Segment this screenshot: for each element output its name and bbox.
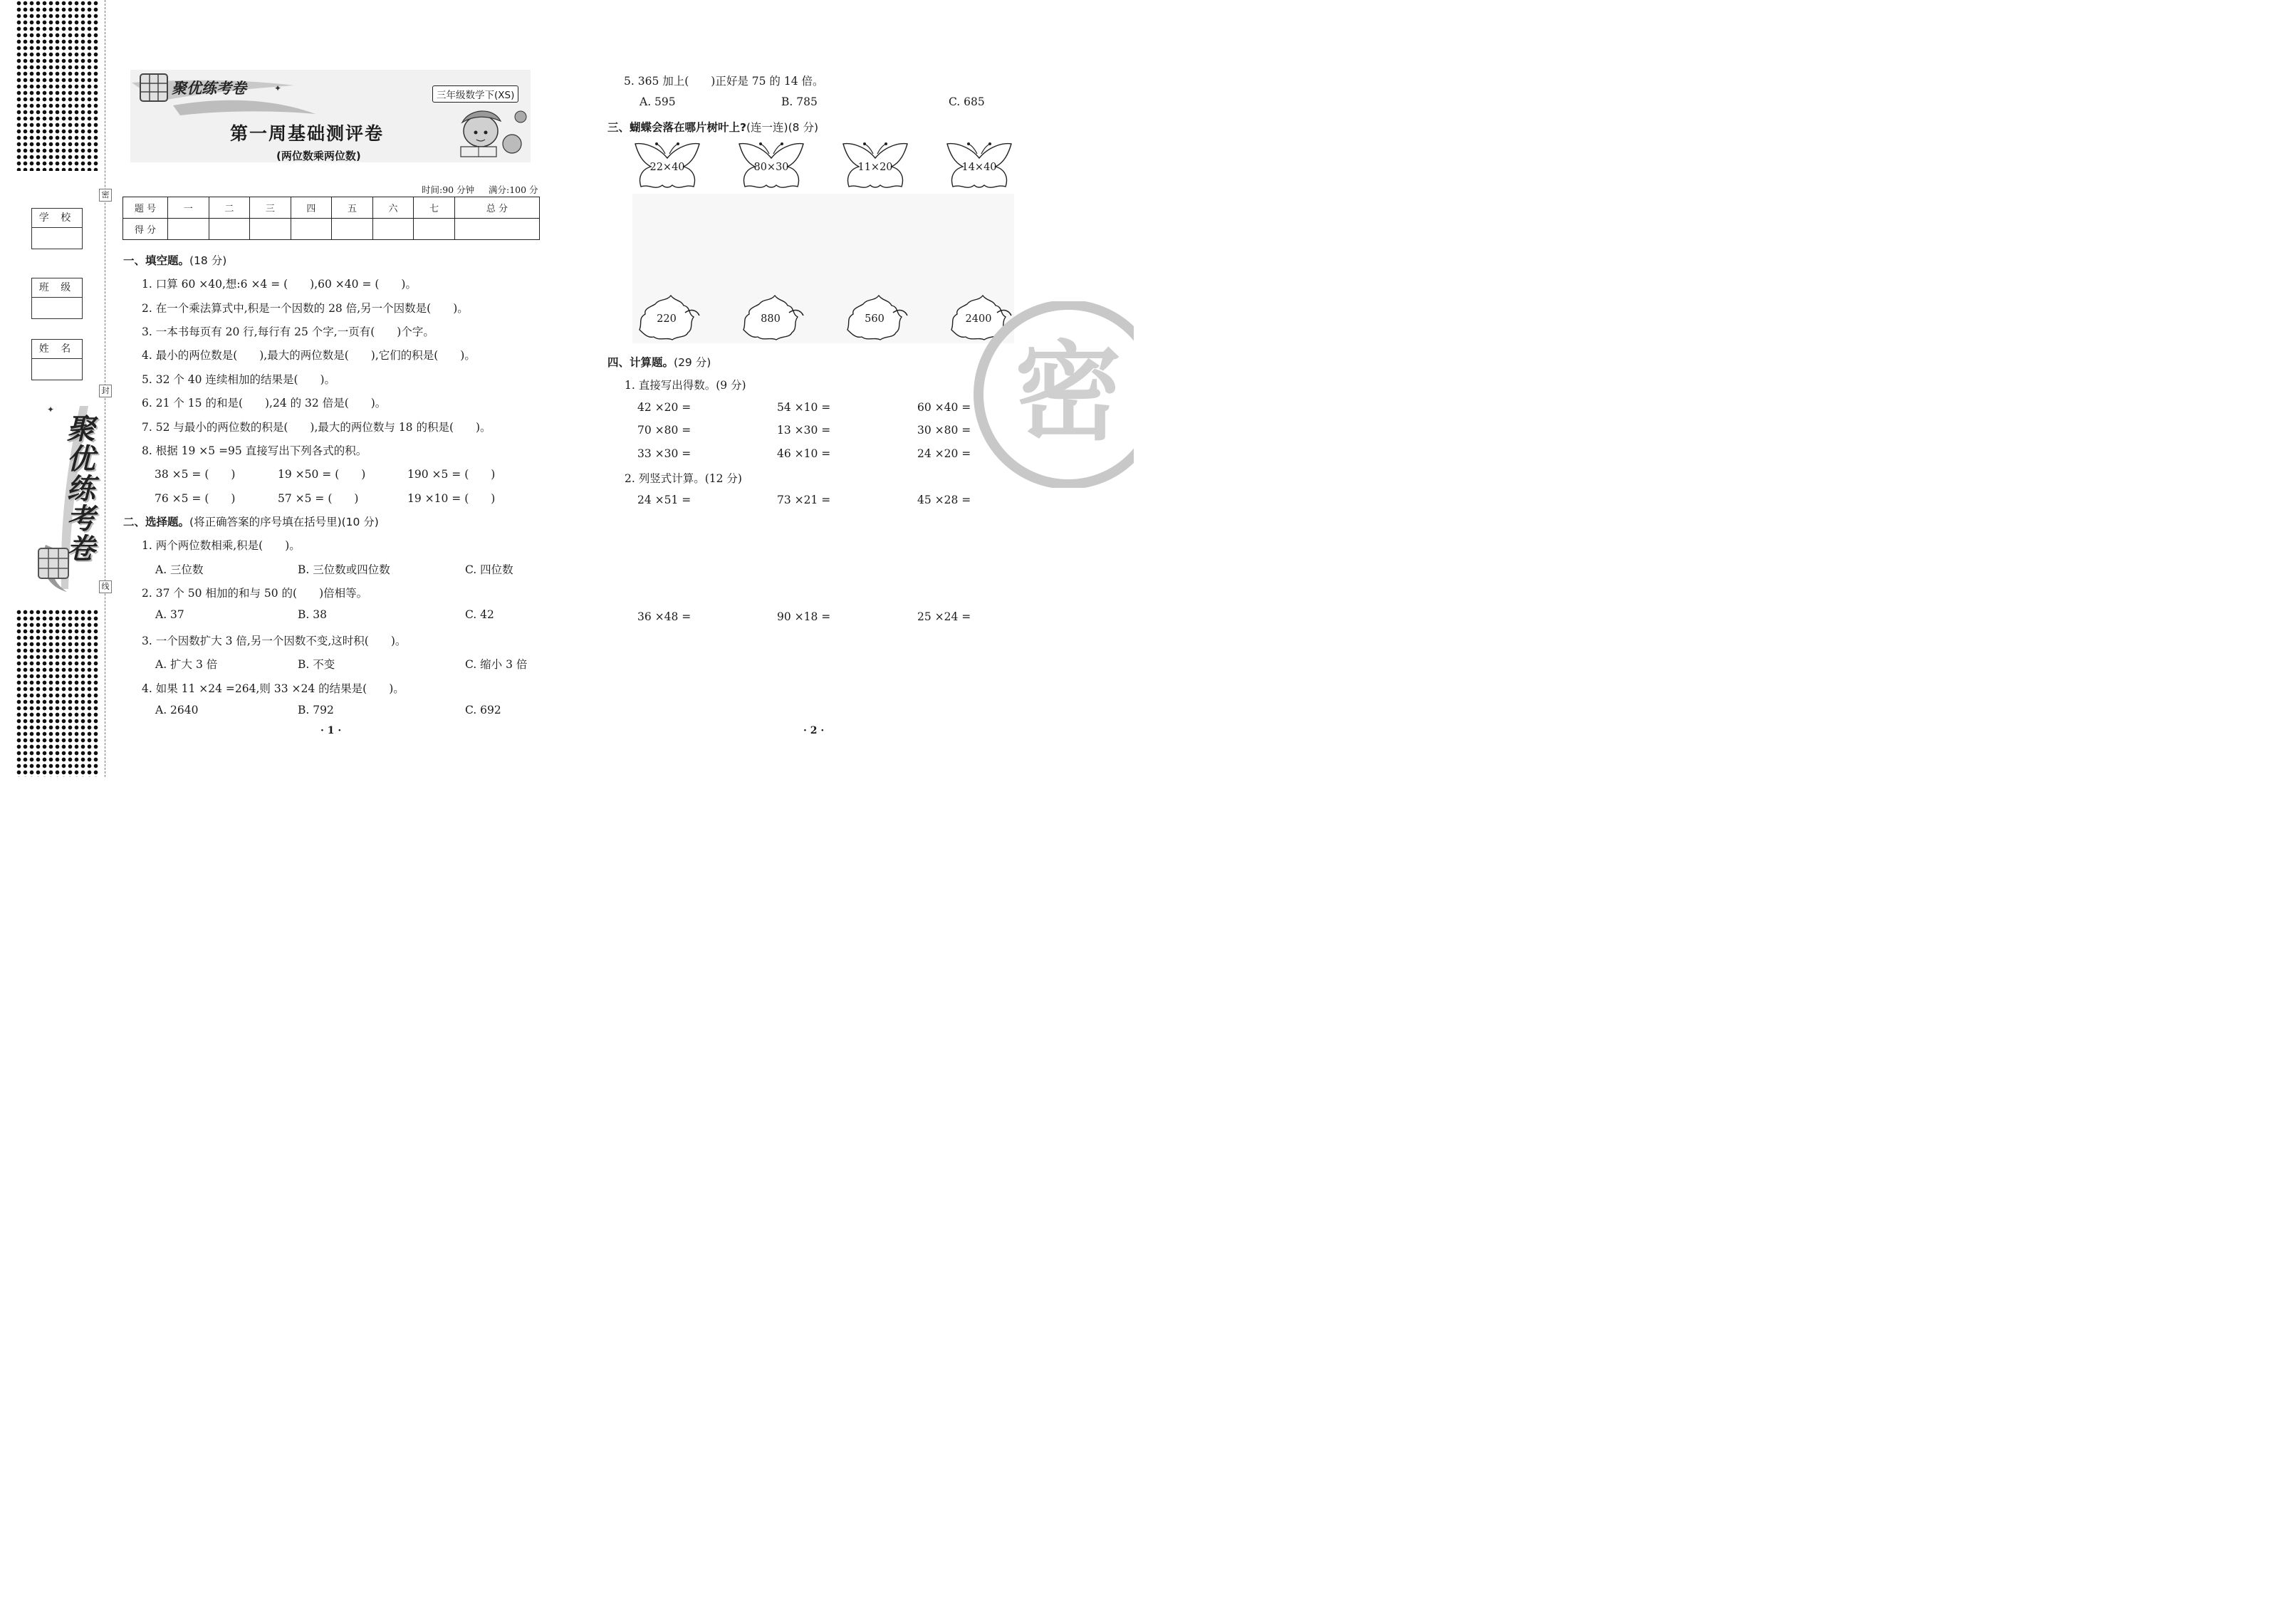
seal-char-feng: 封 xyxy=(99,385,112,397)
score-cell[interactable] xyxy=(454,219,539,240)
fill-question-1: 1. 口算 60 ×40,想:6 ×4 = ( ),60 ×40 = ( )。 xyxy=(142,278,417,291)
butterfly-card[interactable] xyxy=(736,141,806,191)
vertical-calc-item: 73 ×21 = xyxy=(777,494,831,506)
score-row-label: 得 分 xyxy=(123,219,168,240)
side-brand xyxy=(17,402,103,595)
sub-question: 190 ×5 = ( ) xyxy=(407,468,496,481)
section1-score: (18 分) xyxy=(189,254,227,267)
butterfly-label: 80×30 xyxy=(753,162,789,173)
choice-question-3: 3. 一个因数扩大 3 倍,另一个因数不变,这时积( )。 xyxy=(142,635,407,647)
choice-option-c[interactable]: C. 42 xyxy=(465,608,494,621)
seal-char-xian: 线 xyxy=(99,580,112,593)
score-cell[interactable] xyxy=(332,219,373,240)
score-header-cell: 一 xyxy=(168,197,209,219)
svg-text:✦: ✦ xyxy=(274,83,282,93)
stamp-char: 密 xyxy=(1014,331,1122,455)
calc-part2-title: 2. 列竖式计算。(12 分) xyxy=(625,472,742,485)
choice-question-1: 1. 两个两位数相乘,积是( )。 xyxy=(142,539,301,552)
choice-option-c[interactable]: C. 685 xyxy=(949,95,985,108)
grade-badge: 三年级数学下(XS) xyxy=(432,85,518,103)
section1-heading xyxy=(123,252,226,268)
name-field[interactable] xyxy=(31,339,83,380)
section4-heading xyxy=(607,354,711,370)
section3-heading xyxy=(607,119,818,135)
section1-title: 一、填空题。 xyxy=(123,254,190,267)
section4-score: (29 分) xyxy=(674,356,711,369)
leaf-card[interactable] xyxy=(739,294,805,344)
score-header-cell: 三 xyxy=(250,197,291,219)
girl-reading-illustration xyxy=(452,104,531,161)
section3-score: (8 分) xyxy=(788,121,818,134)
choice-option-b[interactable]: B. 38 xyxy=(298,608,327,621)
fill-question-6: 6. 21 个 15 的和是( ),24 的 32 倍是( )。 xyxy=(142,397,387,410)
choice-option-a[interactable]: A. 595 xyxy=(640,95,676,108)
paper-title: 第一周基础测评卷 xyxy=(230,123,385,144)
page-number-right: · 2 · xyxy=(803,725,825,736)
seal-char-mi: 密 xyxy=(99,189,112,202)
fill-question-7: 7. 52 与最小的两位数的积是( ),最大的两位数与 18 的积是( )。 xyxy=(142,421,491,434)
butterfly-card[interactable] xyxy=(632,141,702,191)
secret-stamp xyxy=(970,301,1134,488)
paper-header xyxy=(130,70,531,162)
stamp-ring-icon xyxy=(970,301,1134,488)
exam-time: 时间:90 分钟 xyxy=(422,184,475,195)
direct-calc-item: 13 ×30 = xyxy=(777,424,831,437)
sub-question: 57 ×5 = ( ) xyxy=(278,492,359,505)
butterfly-label: 22×40 xyxy=(649,162,685,173)
name-input[interactable] xyxy=(32,359,82,380)
choice-option-c[interactable]: C. 四位数 xyxy=(465,563,513,576)
direct-calc-item: 60 ×40 = xyxy=(917,401,971,414)
choice-option-c[interactable]: C. 692 xyxy=(465,704,501,716)
direct-calc-item: 54 ×10 = xyxy=(777,401,831,414)
score-header-cell: 四 xyxy=(291,197,332,219)
choice-question-5: 5. 365 加上( )正好是 75 的 14 倍。 xyxy=(624,75,824,88)
score-cell[interactable] xyxy=(372,219,414,240)
direct-calc-item: 46 ×10 = xyxy=(777,447,831,460)
score-cell[interactable] xyxy=(250,219,291,240)
vertical-calc-item: 45 ×28 = xyxy=(917,494,971,506)
butterfly-card[interactable] xyxy=(944,141,1014,191)
fill-question-8: 8. 根据 19 ×5 =95 直接写出下列各式的积。 xyxy=(142,444,367,457)
score-cell[interactable] xyxy=(209,219,250,240)
sub-question: 38 ×5 = ( ) xyxy=(155,468,236,481)
leaf-label: 220 xyxy=(657,313,677,325)
name-label: 姓 名 xyxy=(32,340,82,359)
leaf-label: 560 xyxy=(865,313,885,325)
choice-option-a[interactable]: A. 2640 xyxy=(155,704,199,716)
choice-option-b[interactable]: B. 三位数或四位数 xyxy=(298,563,390,576)
fill-question-3: 3. 一本书每页有 20 行,每行有 25 个字,一页有( )个字。 xyxy=(142,325,434,338)
sub-question: 19 ×10 = ( ) xyxy=(407,492,496,505)
sub-question: 19 ×50 = ( ) xyxy=(278,468,366,481)
brand-title: 聚优练考卷 xyxy=(172,80,246,97)
choice-option-c[interactable]: C. 缩小 3 倍 xyxy=(465,658,528,671)
exam-full-score: 满分:100 分 xyxy=(489,184,538,195)
direct-calc-item: 24 ×20 = xyxy=(917,447,971,460)
score-header-cell: 总 分 xyxy=(454,197,539,219)
vertical-calc-item: 25 ×24 = xyxy=(917,610,971,623)
school-input[interactable] xyxy=(32,228,82,249)
paper-subtitle: (两位数乘两位数) xyxy=(276,150,361,162)
section3-title: 三、蝴蝶会落在哪片树叶上? xyxy=(607,121,746,134)
direct-calc-item: 30 ×80 = xyxy=(917,424,971,437)
choice-option-a[interactable]: A. 三位数 xyxy=(155,563,204,576)
leaf-label: 2400 xyxy=(965,313,992,325)
direct-calc-item: 42 ×20 = xyxy=(637,401,692,414)
choice-option-a[interactable]: A. 扩大 3 倍 xyxy=(155,658,218,671)
score-table-header-row xyxy=(123,197,540,219)
choice-option-b[interactable]: B. 792 xyxy=(298,704,334,716)
leaf-card[interactable] xyxy=(843,294,909,344)
section3-note: (连一连) xyxy=(746,121,788,134)
class-input[interactable] xyxy=(32,298,82,318)
score-header-cell: 七 xyxy=(414,197,455,219)
class-field[interactable] xyxy=(31,278,83,319)
leaf-label: 880 xyxy=(761,313,781,325)
score-header-cell: 六 xyxy=(372,197,414,219)
calc-part1-title: 1. 直接写出得数。(9 分) xyxy=(625,379,746,392)
vertical-calc-item: 90 ×18 = xyxy=(777,610,831,623)
school-field[interactable] xyxy=(31,208,83,249)
section2-heading xyxy=(123,513,379,529)
butterfly-card[interactable] xyxy=(840,141,910,191)
fill-question-2: 2. 在一个乘法算式中,积是一个因数的 28 倍,另一个因数是( )。 xyxy=(142,302,469,315)
score-header-cell: 题 号 xyxy=(123,197,168,219)
choice-option-b[interactable]: B. 不变 xyxy=(298,658,335,671)
butterfly-label: 14×40 xyxy=(961,162,997,173)
section2-note: (将正确答案的序号填在括号里)(10 分) xyxy=(189,516,379,528)
choice-question-4: 4. 如果 11 ×24 =264,则 33 ×24 的结果是( )。 xyxy=(142,682,405,695)
school-label: 学 校 xyxy=(32,209,82,228)
dot-pattern-bottom xyxy=(16,609,100,777)
fill-question-5: 5. 32 个 40 连续相加的结果是( )。 xyxy=(142,373,336,386)
svg-text:✦: ✦ xyxy=(47,405,55,414)
score-table-score-row xyxy=(123,219,540,240)
leaf-card[interactable] xyxy=(635,294,701,344)
score-cell[interactable] xyxy=(414,219,455,240)
sub-question: 76 ×5 = ( ) xyxy=(155,492,236,505)
page-number-left: · 1 · xyxy=(320,725,342,736)
section2-title: 二、选择题。 xyxy=(123,516,190,528)
choice-option-a[interactable]: A. 37 xyxy=(155,608,184,621)
direct-calc-item: 70 ×80 = xyxy=(637,424,692,437)
butterfly-label: 11×20 xyxy=(857,162,893,173)
score-header-cell: 二 xyxy=(209,197,250,219)
class-label: 班 级 xyxy=(32,278,82,298)
choice-question-2: 2. 37 个 50 相加的和与 50 的( )倍相等。 xyxy=(142,587,368,600)
vertical-calc-item: 24 ×51 = xyxy=(637,494,692,506)
dot-pattern-top xyxy=(16,0,100,171)
direct-calc-item: 33 ×30 = xyxy=(637,447,692,460)
score-header-cell: 五 xyxy=(332,197,373,219)
side-brand-text: 聚优练考卷 xyxy=(62,414,95,563)
vertical-calc-item: 36 ×48 = xyxy=(637,610,692,623)
score-table xyxy=(122,197,540,240)
choice-option-b[interactable]: B. 785 xyxy=(781,95,818,108)
fill-question-4: 4. 最小的两位数是( ),最大的两位数是( ),它们的积是( )。 xyxy=(142,349,476,362)
section4-title: 四、计算题。 xyxy=(607,356,674,369)
score-cell[interactable] xyxy=(168,219,209,240)
score-cell[interactable] xyxy=(291,219,332,240)
